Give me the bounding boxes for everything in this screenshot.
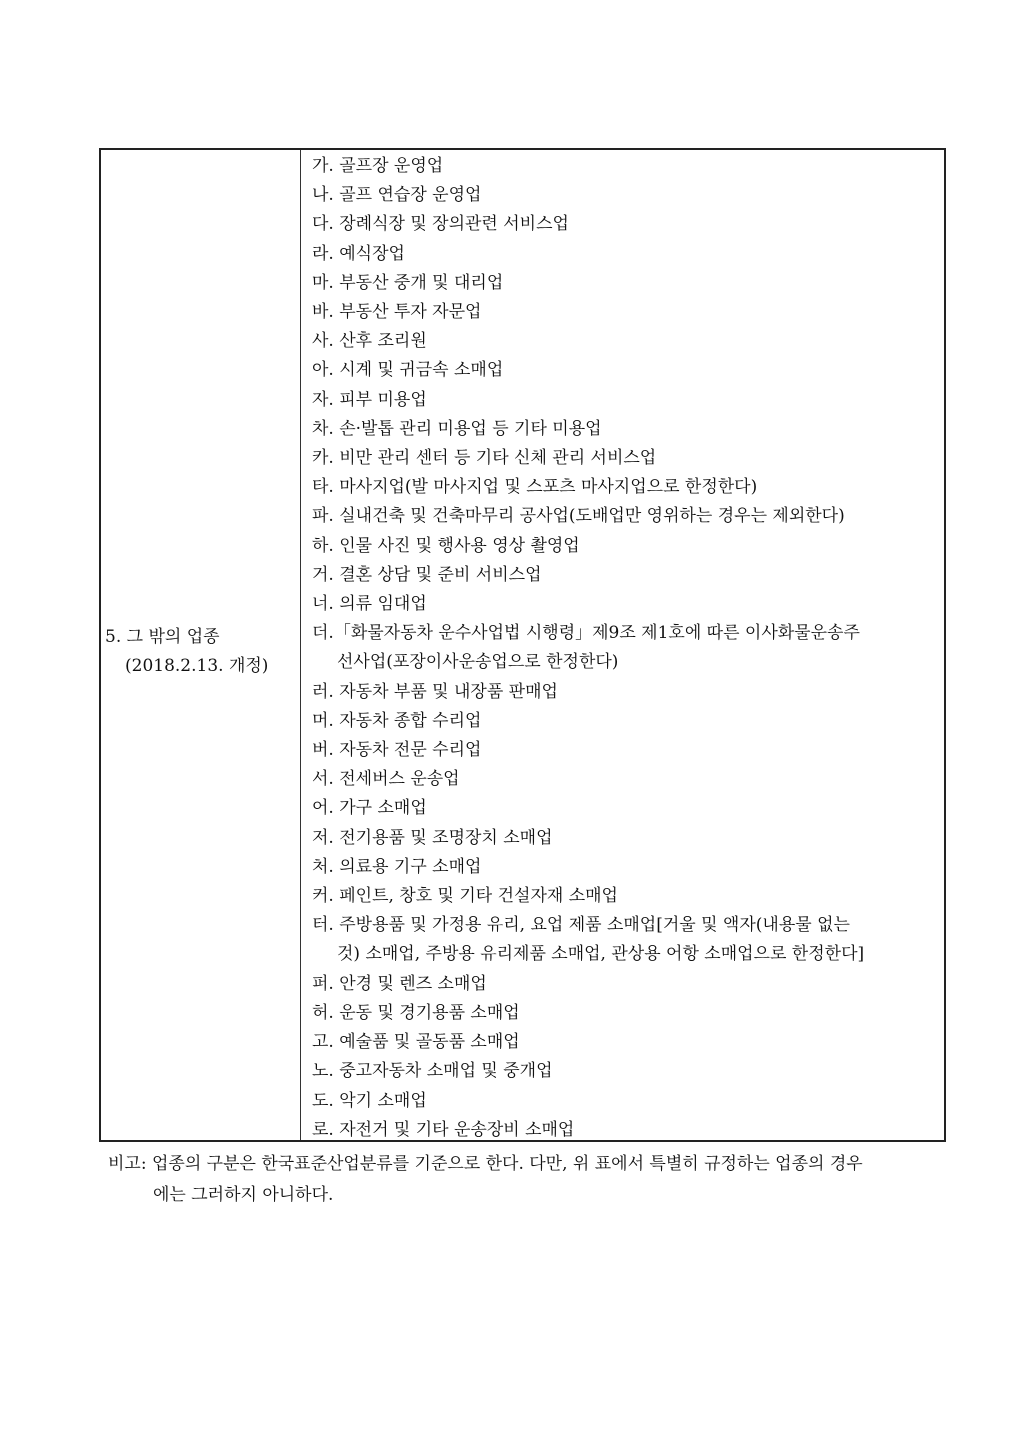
list-item: [312, 882, 942, 911]
list-item: [312, 1028, 942, 1057]
list-item-text: 바. 부동산 투자 자문업: [312, 302, 482, 323]
list-item: [312, 707, 942, 736]
list-item: [312, 1087, 942, 1116]
list-item: [312, 386, 942, 415]
list-item: [312, 619, 942, 677]
list-item-text: 고. 예술품 및 골동품 소매업: [312, 1032, 520, 1053]
remarks-line-2: 에는 그러하지 아니하다.: [153, 1185, 334, 1205]
list-item: [312, 824, 942, 853]
list-item: [312, 152, 942, 181]
list-item: [312, 1057, 942, 1086]
list-item: [312, 327, 942, 356]
list-item-text: 어. 가구 소매업: [312, 798, 427, 819]
list-item: [312, 590, 942, 619]
business-items-list: [312, 152, 942, 1145]
list-item-text: 로. 자전거 및 기타 운송장비 소매업: [312, 1119, 575, 1140]
list-item: [312, 853, 942, 882]
category-title: 5. 그 밖의 업종: [105, 627, 220, 647]
list-item-text: 타. 마사지업(발 마사지업 및 스포츠 마사지업으로 한정한다): [312, 477, 758, 498]
list-item-text: 차. 손·발톱 관리 미용업 등 기타 미용업: [312, 418, 602, 439]
list-item: [312, 473, 942, 502]
list-item-text: 나. 골프 연습장 운영업: [312, 185, 482, 206]
list-item-text: 자. 피부 미용업: [312, 389, 427, 410]
list-item: [312, 210, 942, 239]
list-item: [312, 444, 942, 473]
remarks-note: [108, 1149, 958, 1211]
list-item: [312, 532, 942, 561]
list-item-text: 저. 전기용품 및 조명장치 소매업: [312, 827, 553, 848]
list-item-text: 서. 전세버스 운송업: [312, 769, 460, 790]
list-item: [312, 269, 942, 298]
list-item: [312, 999, 942, 1028]
list-item-text: 노. 중고자동차 소매업 및 중개업: [312, 1061, 553, 1082]
list-item-text: 버. 자동차 전문 수리업: [312, 740, 482, 761]
list-item: [312, 970, 942, 999]
list-item-text: 하. 인물 사진 및 행사용 영상 촬영업: [312, 535, 580, 556]
list-item: [312, 1116, 942, 1145]
list-item: [312, 298, 942, 327]
list-item: [312, 415, 942, 444]
list-item-text: 아. 시계 및 귀금속 소매업: [312, 360, 504, 381]
list-item-text: 러. 자동차 부품 및 내장품 판매업: [312, 681, 558, 702]
list-item-text: 마. 부동산 중개 및 대리업: [312, 272, 504, 293]
list-item: [312, 240, 942, 269]
list-item-text: 거. 결혼 상담 및 준비 서비스업: [312, 564, 542, 585]
list-item-text: 도. 악기 소매업: [312, 1090, 427, 1111]
list-item-text: 퍼. 안경 및 렌즈 소매업: [312, 973, 487, 994]
list-item-text: 사. 산후 조리원: [312, 331, 427, 352]
list-item-text: 카. 비만 관리 센터 등 기타 신체 관리 서비스업: [312, 448, 657, 469]
list-item: [312, 502, 942, 531]
business-type-table: [99, 148, 946, 1142]
list-item: [312, 678, 942, 707]
list-item-text: 다. 장례식장 및 장의관련 서비스업: [312, 214, 569, 235]
list-item-text: 커. 페인트, 창호 및 기타 건설자재 소매업: [312, 886, 618, 907]
list-item-text: 터. 주방용품 및 가정용 유리, 요업 제품 소매업[거울 및 액자(내용물 없는: [312, 915, 850, 936]
list-item-text: 라. 예식장업: [312, 243, 405, 264]
remarks-line-1: 비고: 업종의 구분은 한국표준산업분류를 기준으로 한다. 다만, 위 표에서 특별히 규정하는 업종의 경우: [108, 1154, 863, 1174]
list-item: [312, 765, 942, 794]
list-item: [312, 736, 942, 765]
list-item-text: 더.「화물자동차 운수사업법 시행령」제9조 제1호에 따른 이사화물운송주: [312, 623, 860, 644]
category-amendment-date: (2018.2.13. 개정): [125, 656, 269, 676]
list-item: [312, 181, 942, 210]
list-item-text: 파. 실내건축 및 건축마무리 공사업(도배업만 영위하는 경우는 제외한다): [312, 506, 845, 527]
list-item-text: 허. 운동 및 경기용품 소매업: [312, 1002, 520, 1023]
list-item-continuation: 선사업(포장이사운송업으로 한정한다): [337, 652, 619, 673]
list-item: [312, 356, 942, 385]
list-item: [312, 911, 942, 969]
list-item-text: 가. 골프장 운영업: [312, 156, 444, 176]
column-divider: [300, 150, 301, 1140]
category-cell: [101, 623, 300, 681]
list-item-text: 너. 의류 임대업: [312, 594, 427, 615]
list-item-continuation: 것) 소매업, 주방용 유리제품 소매업, 관상용 어항 소매업으로 한정한다]: [337, 944, 865, 965]
list-item-text: 머. 자동차 종합 수리업: [312, 710, 482, 731]
list-item-text: 처. 의료용 기구 소매업: [312, 856, 482, 877]
list-item: [312, 794, 942, 823]
list-item: [312, 561, 942, 590]
